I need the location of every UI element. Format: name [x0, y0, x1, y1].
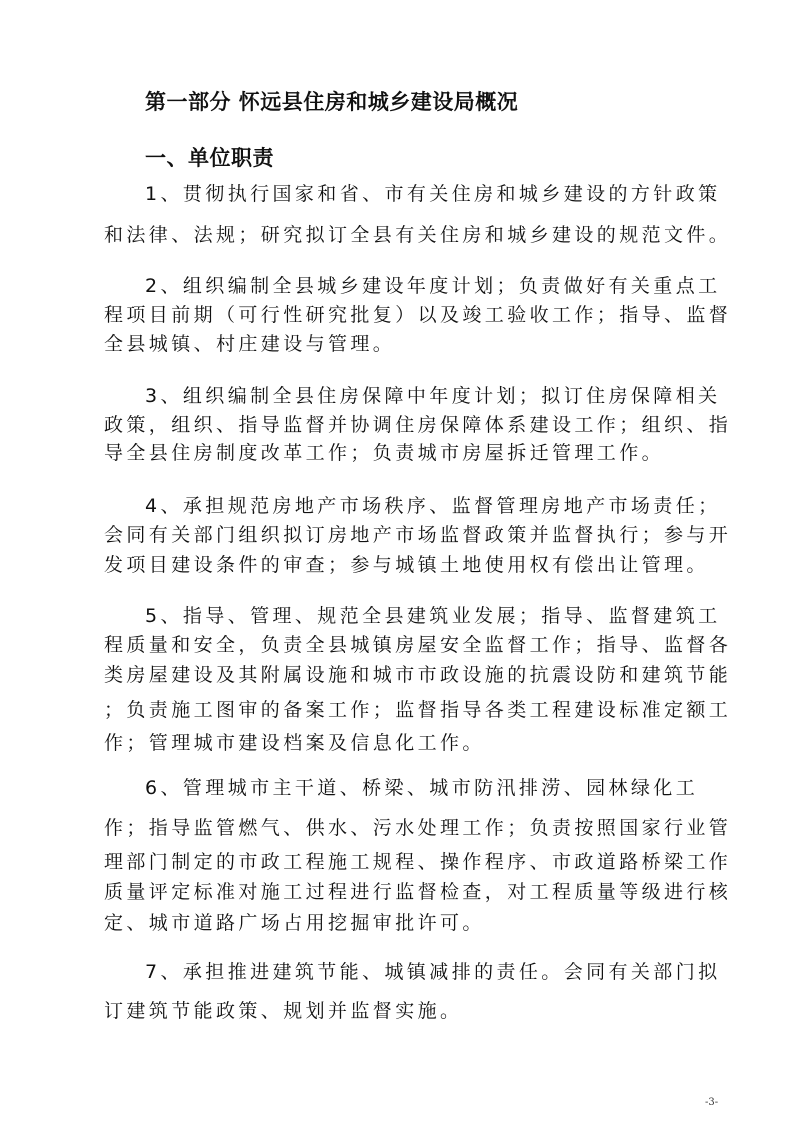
- item-2-line-2: 程项目前期（可行性研究批复）以及竣工验收工作；指导、监督: [104, 304, 732, 326]
- item-3-line-1: 3、组织编制全县住房保障中年度计划；拟订住房保障相关: [145, 385, 721, 407]
- page-number: -3-: [705, 1097, 719, 1108]
- item-7-line-1: 7、承担推进建筑节能、城镇减排的责任。会同有关部门拟: [145, 961, 721, 983]
- item-1-line-2: 和法律、法规；研究拟订全县有关住房和城乡建设的规范文件。: [104, 224, 732, 246]
- item-6-line-5: 定、城市道路广场占用挖掘审批许可。: [104, 912, 485, 934]
- item-6-line-2: 作；指导监管燃气、供水、污水处理工作；负责按照国家行业管: [104, 817, 732, 839]
- item-5-line-1: 5、指导、管理、规范全县建筑业发展；指导、监督建筑工: [145, 605, 721, 627]
- item-4-line-3: 发项目建设条件的审查；参与城镇土地使用权有偿出让管理。: [104, 554, 709, 576]
- item-5-line-4: ；负责施工图审的备案工作；监督指导各类工程建设标准定额工: [104, 699, 732, 721]
- section-title: 一、单位职责: [145, 146, 274, 170]
- item-2-line-1: 2、组织编制全县城乡建设年度计划；负责做好有关重点工: [145, 275, 721, 297]
- item-1-line-1: 1、贯彻执行国家和省、市有关住房和城乡建设的方针政策: [145, 183, 721, 205]
- item-3-line-3: 导全县住房制度改革工作；负责城市房屋拆迁管理工作。: [104, 442, 665, 464]
- item-7-line-2: 订建筑节能政策、规划并监督实施。: [104, 1000, 463, 1022]
- item-4-line-1: 4、承担规范房地产市场秩序、监督管理房地产市场责任；: [145, 495, 721, 517]
- part-title: 第一部分 怀远县住房和城乡建设局概况: [145, 90, 519, 114]
- item-6-line-3: 理部门制定的市政工程施工规程、操作程序、市政道路桥梁工作: [104, 851, 732, 873]
- item-2-line-3: 全县城镇、村庄建设与管理。: [104, 333, 396, 355]
- item-6-line-4: 质量评定标准对施工过程进行监督检查，对工程质量等级进行核: [104, 881, 732, 903]
- item-4-line-2: 会同有关部门组织拟订房地产市场监督政策并监督执行；参与开: [104, 524, 732, 546]
- item-5-line-3: 类房屋建设及其附属设施和城市市政设施的抗震设防和建筑节能: [104, 664, 732, 686]
- item-5-line-5: 作；管理城市建设档案及信息化工作。: [104, 732, 485, 754]
- item-3-line-2: 政策，组织、指导监督并协调住房保障体系建设工作；组织、指: [104, 414, 732, 436]
- item-5-line-2: 程质量和安全，负责全县城镇房屋安全监督工作；指导、监督各: [104, 634, 732, 656]
- item-6-line-1: 6、管理城市主干道、桥梁、城市防汛排涝、园林绿化工: [145, 777, 699, 799]
